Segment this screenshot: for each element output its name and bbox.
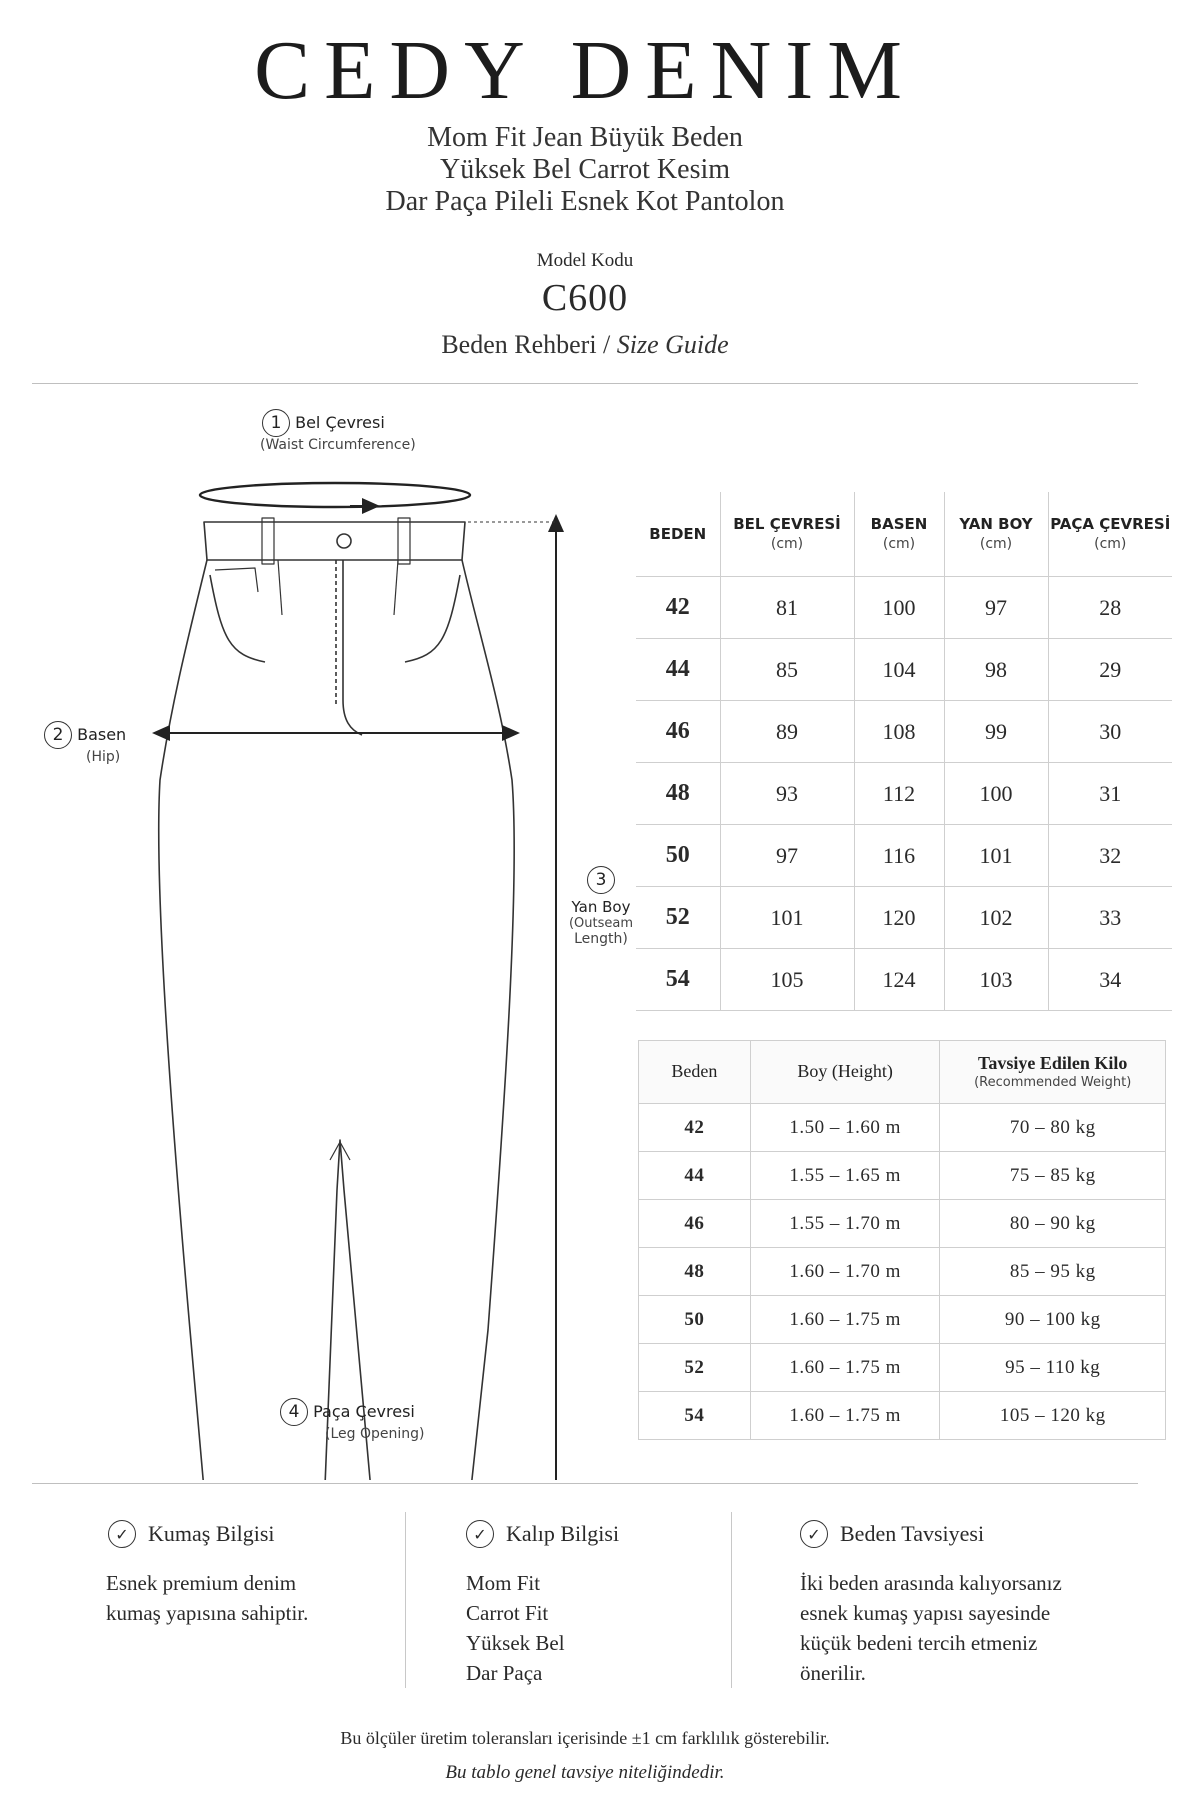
col-header-leg-opening: PAÇA ÇEVRESİ (cm): [1048, 492, 1172, 577]
number-3-icon: 3: [587, 866, 615, 894]
divider-bottom: [32, 1483, 1138, 1484]
label-outseam: [566, 866, 636, 947]
column-divider: [731, 1512, 732, 1688]
divider-top: [32, 383, 1138, 384]
label-waist-title: Bel Çevresi: [295, 413, 385, 432]
subtitle-line-3: Dar Paça Pileli Esnek Kot Pantolon: [385, 186, 785, 217]
check-circle-icon: ✓: [800, 1520, 828, 1548]
table-row: 52 101 120 102 33: [636, 887, 1172, 949]
info-fabric-line: kumaş yapısına sahiptir.: [106, 1601, 309, 1625]
size-table: [636, 492, 1172, 1011]
model-code: C600: [541, 277, 629, 319]
table-row: 50 97 116 101 32: [636, 825, 1172, 887]
info-advice-line: esnek kumaş yapısı sayesinde: [800, 1601, 1051, 1625]
check-circle-icon: ✓: [466, 1520, 494, 1548]
label-waist-sub: (Waist Circumference): [260, 437, 416, 453]
advice-note: Bu tablo genel tavsiye niteliğindedir.: [445, 1762, 725, 1783]
check-circle-icon: ✓: [108, 1520, 136, 1548]
subtitle-line-2: Yüksek Bel Carrot Kesim: [439, 154, 731, 185]
label-hip: [44, 721, 126, 765]
number-2-icon: 2: [44, 721, 72, 749]
col-header-beden: Beden: [639, 1041, 751, 1104]
number-1-icon: 1: [262, 409, 290, 437]
col-header-height: Boy (Height): [750, 1041, 940, 1104]
col-header-size: BEDEN: [649, 524, 707, 543]
info-size-advice: [800, 1520, 1140, 1688]
tolerance-note: Bu ölçüler üretim toleransları içerisinde ±1 cm farklılık gösterebilir.: [340, 1728, 830, 1748]
table-row: 42 81 100 97 28: [636, 577, 1172, 639]
info-fabric: [108, 1520, 388, 1628]
info-fit-line: Mom Fit: [466, 1571, 541, 1595]
column-divider: [405, 1512, 406, 1688]
info-advice-title: Beden Tavsiyesi: [840, 1521, 985, 1546]
info-fit-title: Kalıp Bilgisi: [506, 1521, 620, 1546]
table-row: 54 1.60 – 1.75 m 105 – 120 kg: [639, 1392, 1166, 1440]
label-waist: [262, 409, 416, 453]
label-leg-opening: [280, 1398, 424, 1442]
size-guide-tr: Beden Rehberi /: [441, 330, 611, 359]
label-outseam-title: Yan Boy: [571, 898, 631, 916]
table-row: 48 93 112 100 31: [636, 763, 1172, 825]
brand-title: CEDY DENIM: [254, 24, 916, 117]
info-advice-line: küçük bedeni tercih etmeniz: [800, 1631, 1038, 1655]
label-leg-opening-sub: (Leg Opening): [325, 1426, 425, 1442]
info-advice-line: önerilir.: [800, 1661, 866, 1685]
label-outseam-sub-2: Length): [574, 931, 628, 947]
table-row: 54 105 124 103 34: [636, 949, 1172, 1011]
size-guide-en: Size Guide: [616, 330, 729, 359]
info-fit-line: Yüksek Bel: [466, 1631, 565, 1655]
table-row: 50 1.60 – 1.75 m 90 – 100 kg: [639, 1296, 1166, 1344]
info-fit-line: Dar Paça: [466, 1661, 543, 1685]
info-fit: [466, 1520, 716, 1688]
info-advice-line: İki beden arasında kalıyorsanız: [800, 1571, 1062, 1595]
col-header-weight: Tavsiye Edilen Kilo (Recommended Weight): [940, 1041, 1166, 1104]
size-guide-title: [0, 330, 1170, 360]
table-row: 52 1.60 – 1.75 m 95 – 110 kg: [639, 1344, 1166, 1392]
weight-table-header: [639, 1041, 1166, 1104]
table-row: 44 85 104 98 29: [636, 639, 1172, 701]
jeans-outline: [159, 518, 514, 1480]
label-hip-title: Basen: [77, 725, 127, 744]
weight-table: [638, 1040, 1166, 1440]
table-row: 44 1.55 – 1.65 m 75 – 85 kg: [639, 1152, 1166, 1200]
model-code-label: Model Kodu: [536, 250, 634, 271]
info-fabric-title: Kumaş Bilgisi: [148, 1521, 275, 1546]
table-row: 46 89 108 99 30: [636, 701, 1172, 763]
table-row: 48 1.60 – 1.70 m 85 – 95 kg: [639, 1248, 1166, 1296]
label-outseam-sub-1: (Outseam: [568, 916, 634, 931]
waist-measure-line: [200, 483, 470, 507]
jeans-diagram: [0, 400, 660, 1480]
info-fabric-line: Esnek premium denim: [106, 1571, 297, 1595]
label-leg-opening-title: Paça Çevresi: [313, 1402, 415, 1421]
number-4-icon: 4: [280, 1398, 308, 1426]
size-table-header: [636, 492, 1172, 577]
info-fit-line: Carrot Fit: [466, 1601, 549, 1625]
label-hip-sub: (Hip): [86, 749, 121, 765]
subtitle-line-1: Mom Fit Jean Büyük Beden: [427, 122, 743, 153]
table-row: 42 1.50 – 1.60 m 70 – 80 kg: [639, 1104, 1166, 1152]
col-header-waist: BEL ÇEVRESİ (cm): [720, 492, 854, 577]
col-header-outseam: YAN BOY (cm): [944, 492, 1048, 577]
col-header-hip: BASEN (cm): [854, 492, 944, 577]
table-row: 46 1.55 – 1.70 m 80 – 90 kg: [639, 1200, 1166, 1248]
